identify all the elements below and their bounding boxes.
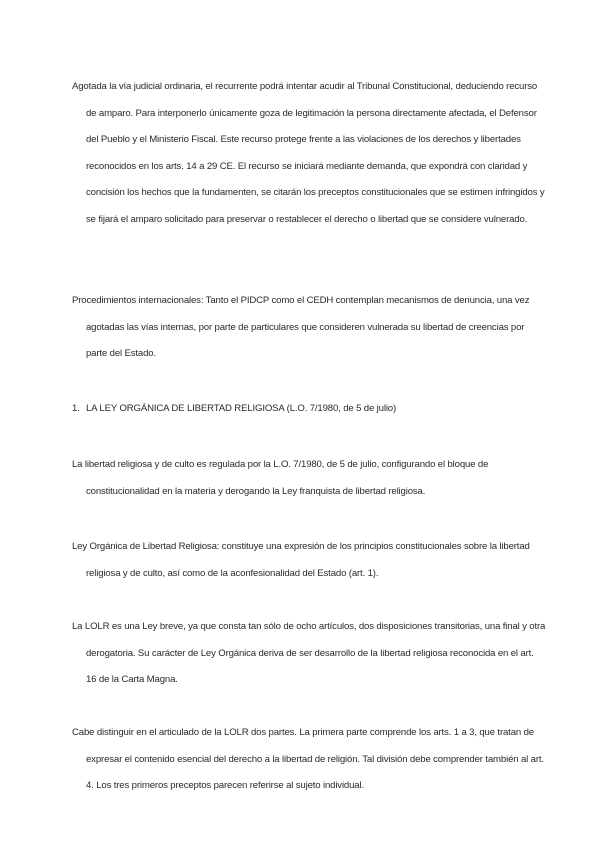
paragraph-regulacion: La libertad religiosa y de culto es regulada por la L.O. 7/1980, de 5 de julio, configurando el bloque de constitucionalidad en la materia y derogando la Ley franquista de libertad religiosa. (72, 459, 489, 497)
paragraph-procedimientos-internacionales: Procedimientos internacionales: Tanto el PIDCP como el CEDH contemplan mecanismos de denuncia, una vez agotadas las vías internas, por parte de particulares que consideren vulnerada su libertad de creencias por parte del Estado. (72, 295, 530, 359)
paragraph-recurso-amparo: Agotada la vía judicial ordinaria, el recurrente podrá intentar acudir al Tribunal Constitucional, deduciendo recurso de amparo. Para interponerlo únicamente goza de legitimación la persona directamente afectada, el Defensor del Pueblo y el Ministerio Fiscal. Este recurso protege frente a las violaciones de los derechos y libertades reconocidos en los arts. 14 a 29 CE. El recurso se iniciará mediante demanda, que expondrá con claridad y concisión los hechos que la fundamenten, se citarán los preceptos constitucionales que se estimen infringidos y se fijará el amparo solicitado para preservar o restablecer el derecho o libertad que se considere vulnerado. (72, 81, 545, 225)
section-number: 1. (72, 403, 80, 414)
section-heading (72, 396, 532, 423)
paragraph-partes-lolr: Cabe distinguir en el articulado de la LOLR dos partes. La primera parte comprende los arts. 1 a 3, que tratan de expresar el contenido esencial del derecho a la libertad de religión. Tal división debe comprender también al art. 4. Los tres primeros preceptos parecen referirse al sujeto individual. (72, 727, 544, 791)
section-title: LA LEY ORGÁNICA DE LIBERTAD RELIGIOSA (L.O. 7/1980, de 5 de julio) (86, 403, 397, 414)
paragraph-lolr-breve: La LOLR es una Ley breve, ya que consta tan sólo de ocho artículos, dos disposiciones transitorias, una final y otra derogatoria. Su carácter de Ley Orgánica deriva de ser desarrollo de la libertad religiosa reconocida en el art. 16 de la Carta Magna. (72, 621, 546, 685)
paragraph-ley-organica: Ley Orgánica de Libertad Religiosa: constituye una expresión de los principios constitucionales sobre la libertad religiosa y de culto, así como de la aconfesionalidad del Estado (art. 1). (72, 541, 530, 579)
